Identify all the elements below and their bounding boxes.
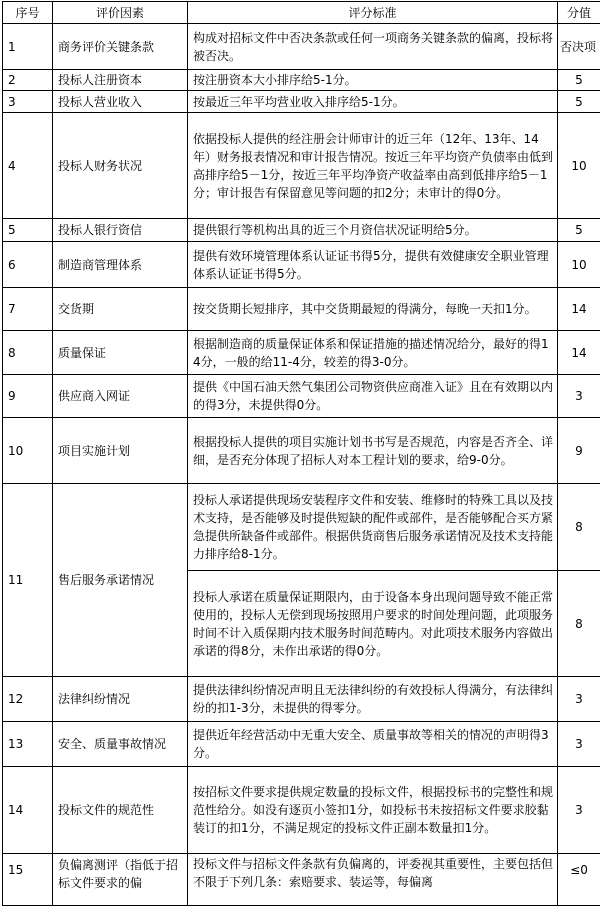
row-score: 14 [558, 288, 601, 331]
row-score: 5 [558, 70, 601, 91]
row-standard: 按注册资本大小排序给5-1分。 [188, 70, 558, 91]
row-number: 7 [3, 288, 53, 331]
header-factor: 评价因素 [53, 2, 188, 24]
row-score: 3 [558, 767, 601, 854]
evaluation-criteria-table [2, 1, 600, 906]
row-number: 12 [3, 677, 53, 722]
header-standard: 评分标准 [188, 2, 558, 24]
row-number: 3 [3, 91, 53, 113]
row-score: 否决项 [558, 24, 601, 70]
header-no: 序号 [3, 2, 53, 24]
table-row [3, 331, 601, 375]
row-factor: 投标文件的规范性 [53, 767, 188, 854]
row-standard: 提供银行等机构出具的近三个月资信状况证明给5分。 [188, 219, 558, 242]
table-row [3, 375, 601, 418]
row-score: 8 [558, 484, 601, 571]
table-row [3, 484, 601, 571]
row-standard: 提供法律纠纷情况声明且无法律纠纷的有效投标人得满分，有法律纠纷的扣1-3分，未提供的得零分。 [188, 677, 558, 722]
evaluation-table-container [2, 1, 600, 921]
row-standard: 提供近年经营活动中无重大安全、质量事故等相关的情况的声明得3分。 [188, 722, 558, 767]
row-standard: 根据投标人提供的项目实施计划书书写是否规范，内容是否齐全、详细，是否充分体现了招标人对本工程计划的要求，给9-0分。 [188, 418, 558, 484]
row-score: ≤0 [558, 854, 601, 906]
table-row [3, 113, 601, 219]
row-factor: 投标人营业收入 [53, 91, 188, 113]
row-number: 10 [3, 418, 53, 484]
row-factor: 投标人注册资本 [53, 70, 188, 91]
row-standard: 按交货期长短排序，其中交货期最短的得满分，每晚一天扣1分。 [188, 288, 558, 331]
table-row [3, 418, 601, 484]
row-score: 10 [558, 113, 601, 219]
table-row [3, 219, 601, 242]
row-factor: 法律纠纷情况 [53, 677, 188, 722]
row-standard-secondary: 投标人承诺在质量保证期限内，由于设备本身出现问题导致不能正常使用的，投标人无偿到现场按照用户要求的时间处理问题，此项服务时间不计入质保期内技术服务时间范畴内。对此项技术服务内容做出承诺的得8分，未作出承诺的得0分。 [188, 571, 558, 677]
table-row [3, 288, 601, 331]
row-standard: 根据制造商的质量保证体系和保证措施的描述情况给分，最好的得14分，一般的给11-4分，较差的得3-0分。 [188, 331, 558, 375]
row-factor: 商务评价关键条款 [53, 24, 188, 70]
row-factor: 制造商管理体系 [53, 242, 188, 288]
row-number: 2 [3, 70, 53, 91]
row-standard: 投标人承诺提供现场安装程序文件和安装、维修时的特殊工具以及技术支持，是否能够及时提供短缺的配件或部件，是否能够配合买方紧急提供所缺备件或部件。根据供货商售后服务承诺情况及技术支持能力排序给8-1分。 [188, 484, 558, 571]
row-standard: 投标文件与招标文件条款有负偏离的，评委视其重要性，主要包括但不限于下列几条：索赔要求、装运等，每偏离 [188, 854, 558, 906]
row-factor: 交货期 [53, 288, 188, 331]
table-row [3, 722, 601, 767]
row-number: 14 [3, 767, 53, 854]
row-number: 1 [3, 24, 53, 70]
row-score: 9 [558, 418, 601, 484]
row-factor: 安全、质量事故情况 [53, 722, 188, 767]
row-number: 8 [3, 331, 53, 375]
row-score: 5 [558, 219, 601, 242]
row-standard: 按最近三年平均营业收入排序给5-1分。 [188, 91, 558, 113]
row-number: 15 [3, 854, 53, 906]
table-row [3, 854, 601, 906]
row-standard: 构成对招标文件中否决条款或任何一项商务关键条款的偏离，投标将被否决。 [188, 24, 558, 70]
row-score: 3 [558, 375, 601, 418]
row-score: 14 [558, 331, 601, 375]
row-factor: 负偏离测评（指低于招标文件要求的偏 [53, 854, 188, 906]
table-header-row [3, 2, 601, 24]
row-score: 5 [558, 91, 601, 113]
table-row [3, 91, 601, 113]
header-score: 分值 [558, 2, 601, 24]
table-row [3, 677, 601, 722]
row-standard: 提供《中国石油天然气集团公司物资供应商准入证》且在有效期以内的得3分，未提供得0分。 [188, 375, 558, 418]
row-number: 6 [3, 242, 53, 288]
row-number: 11 [3, 484, 53, 677]
row-factor: 投标人财务状况 [53, 113, 188, 219]
row-factor: 投标人银行资信 [53, 219, 188, 242]
row-number: 5 [3, 219, 53, 242]
table-row [3, 242, 601, 288]
row-standard: 依据投标人提供的经注册会计师审计的近三年（12年、13年、14年）财务报表情况和审计报告情况。按近三年平均资产负债率由低到高排序给5－1分，按近三年平均净资产收益率由高到低排序给5－1分；审计报告有保留意见等问题的扣2分；未审计的得0分。 [188, 113, 558, 219]
row-number: 13 [3, 722, 53, 767]
row-number: 9 [3, 375, 53, 418]
row-factor: 项目实施计划 [53, 418, 188, 484]
row-factor: 质量保证 [53, 331, 188, 375]
row-score: 10 [558, 242, 601, 288]
table-row [3, 767, 601, 854]
row-score-secondary: 8 [558, 571, 601, 677]
row-standard: 提供有效环境管理体系认证证书得5分，提供有效健康安全职业管理体系认证证书得5分。 [188, 242, 558, 288]
row-score: 3 [558, 722, 601, 767]
table-row [3, 70, 601, 91]
row-factor: 售后服务承诺情况 [53, 484, 188, 677]
row-factor: 供应商入网证 [53, 375, 188, 418]
row-standard: 按招标文件要求提供规定数量的投标文件，根据投标书的完整性和规范性给分。如没有逐页小签扣1分，如投标书未按招标文件要求胶黏装订的扣1分，不满足规定的投标文件正副本数量扣1分。 [188, 767, 558, 854]
row-score: 3 [558, 677, 601, 722]
table-row [3, 24, 601, 70]
row-number: 4 [3, 113, 53, 219]
